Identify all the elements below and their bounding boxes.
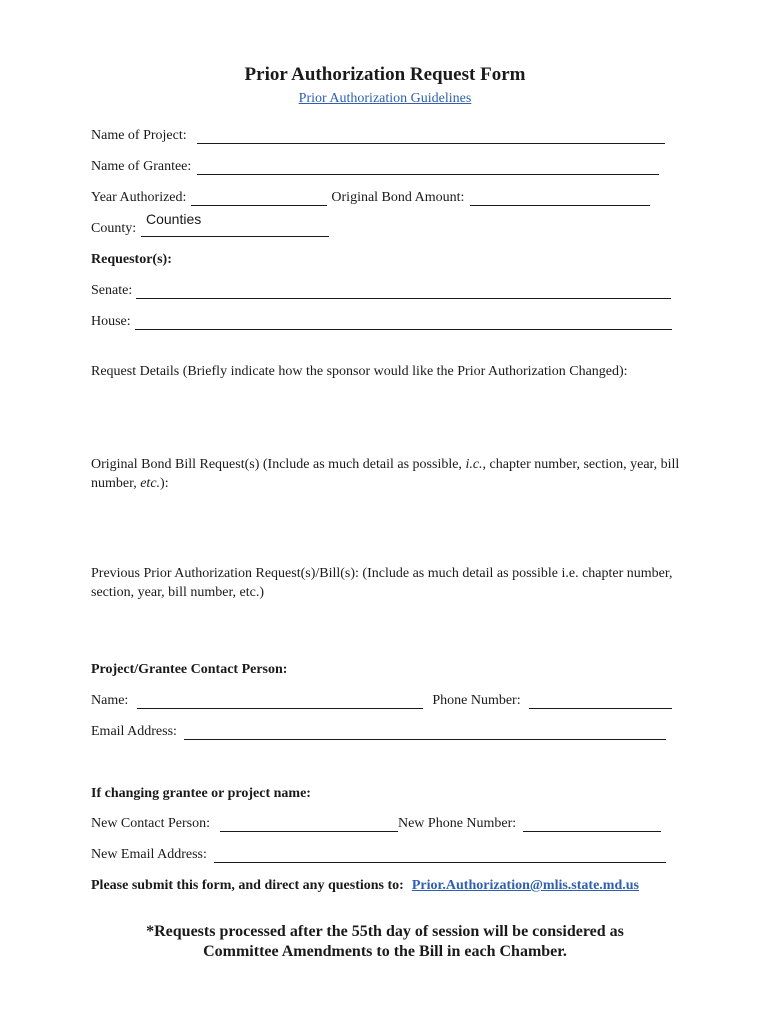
contact-heading: Project/Grantee Contact Person: — [91, 662, 288, 677]
contact-phone-field[interactable] — [529, 694, 672, 709]
contact-email-row — [91, 724, 666, 740]
new-email-field[interactable] — [214, 848, 666, 863]
grantee-name-field[interactable] — [197, 160, 659, 175]
guidelines-link[interactable]: Prior Authorization Guidelines — [298, 91, 472, 106]
year-authorized-field[interactable] — [191, 191, 327, 206]
form-title: Prior Authorization Request Form — [244, 64, 526, 85]
bond-bill-prefix: Original Bond Bill Request(s) (Include as much detail as possible, — [91, 457, 466, 472]
grantee-name-label: Name of Grantee: — [91, 159, 192, 174]
bond-amount-field[interactable] — [470, 191, 650, 206]
request-details-label: Request Details (Briefly indicate how the sponsor would like the Prior Authorization Changed): — [91, 364, 628, 379]
senate-row — [91, 283, 671, 299]
notice-line-2: Committee Amendments to the Bill in each Chamber. — [203, 943, 567, 960]
contact-phone-label: Phone Number: — [432, 693, 521, 708]
submit-row — [91, 878, 639, 894]
project-name-field[interactable] — [197, 129, 665, 144]
county-label: County: — [91, 221, 137, 236]
contact-email-label: Email Address: — [91, 724, 177, 739]
project-name-row — [91, 128, 665, 144]
year-bond-row — [91, 190, 650, 206]
contact-name-row — [91, 693, 672, 709]
contact-name-field[interactable] — [137, 694, 423, 709]
bond-bill-etc: etc. — [140, 476, 161, 491]
contact-email-field[interactable] — [184, 725, 666, 740]
new-contact-row — [91, 816, 661, 832]
notice-line-1: *Requests processed after the 55th day of session will be considered as — [146, 923, 624, 940]
house-row — [91, 314, 672, 330]
grantee-name-row — [91, 159, 659, 175]
county-row — [91, 221, 329, 237]
new-phone-label: New Phone Number: — [397, 816, 517, 831]
year-authorized-label: Year Authorized: — [91, 190, 187, 205]
bond-amount-label: Original Bond Amount: — [331, 190, 465, 205]
house-label: House: — [91, 314, 131, 329]
county-value: Counties — [146, 211, 202, 227]
changing-heading: If changing grantee or project name: — [91, 786, 311, 801]
submit-email-link[interactable]: Prior.Authorization@mlis.state.md.us — [411, 878, 639, 893]
previous-requests-label: Previous Prior Authorization Request(s)/Bill(s): (Include as much detail as possible i.e. chapter number, section, year, bill number, etc.) — [91, 566, 673, 600]
new-contact-label: New Contact Person: — [91, 816, 210, 831]
new-phone-field[interactable] — [523, 817, 661, 832]
new-email-label: New Email Address: — [91, 847, 207, 862]
requestors-heading: Requestor(s): — [91, 252, 172, 267]
bond-bill-mid: , chapter number, section, year, bill number, — [91, 457, 680, 491]
senate-label: Senate: — [91, 283, 133, 298]
bond-bill-suffix: ): — [160, 476, 169, 491]
submit-text: Please submit this form, and direct any questions to: — [91, 878, 404, 893]
contact-name-label: Name: — [91, 693, 129, 708]
project-name-label: Name of Project: — [91, 128, 187, 143]
guidelines-link-wrap — [0, 91, 770, 107]
deadline-notice — [0, 922, 770, 962]
bond-bill-ie: i.c. — [465, 457, 483, 472]
bond-bill-label — [91, 455, 681, 493]
house-field[interactable] — [135, 315, 672, 330]
new-email-row — [91, 847, 666, 863]
new-contact-field[interactable] — [220, 817, 398, 832]
senate-field[interactable] — [136, 284, 671, 299]
